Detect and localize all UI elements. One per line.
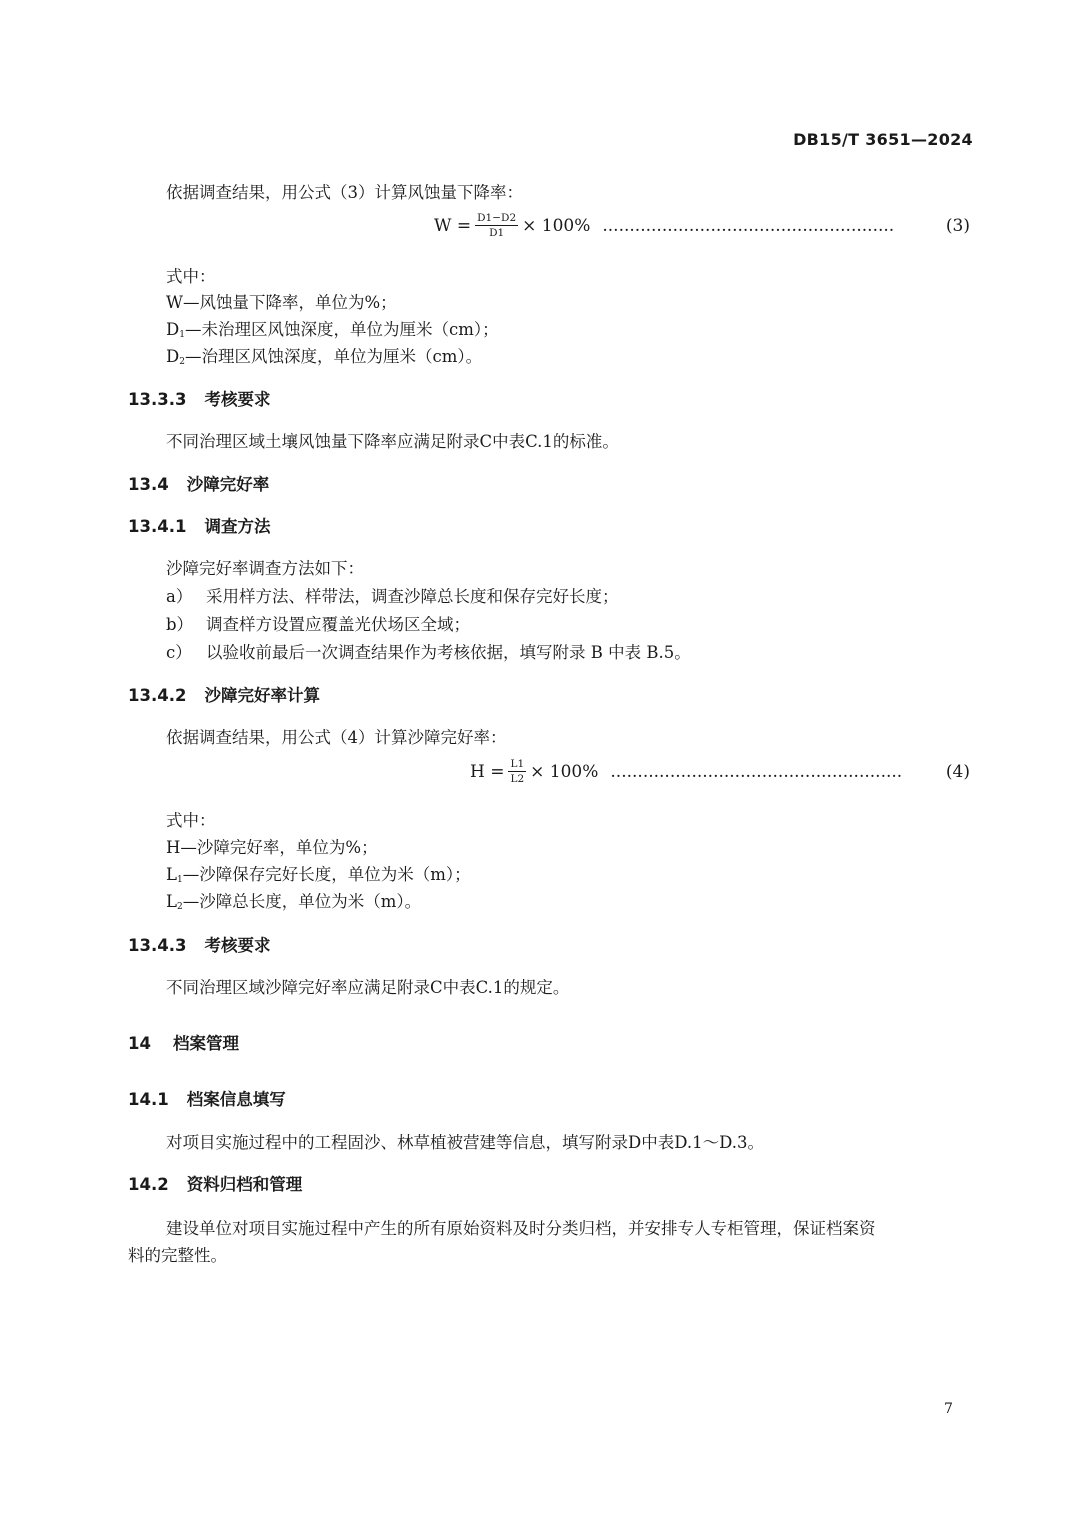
formula4-fraction — [508, 758, 526, 785]
heading-number: 14.2 — [128, 1175, 169, 1194]
heading-number: 14.1 — [128, 1090, 169, 1109]
formula3-fraction — [475, 212, 518, 239]
paragraph-14-2-line-1: 建设单位对项目实施过程中产生的所有原始资料及时分类归档，并安排专人专柜管理，保证档案资 — [166, 1219, 876, 1238]
heading-title: 沙障完好率 — [186, 475, 270, 494]
heading-title: 档案信息填写 — [186, 1090, 286, 1109]
heading-13-4 — [128, 471, 269, 495]
heading-number: 13.3.3 — [128, 390, 187, 409]
list-item — [166, 583, 619, 607]
l2-symbol: L — [166, 892, 177, 911]
heading-title: 考核要求 — [204, 390, 271, 409]
paragraph-13-4-3: 不同治理区域沙障完好率应满足附录C中表C.1的规定。 — [166, 978, 570, 997]
d1-symbol: D — [166, 320, 180, 339]
l1-definition — [166, 861, 471, 885]
heading-14 — [128, 1030, 239, 1054]
heading-number: 13.4.3 — [128, 936, 187, 955]
formula4-rhs: × 100% — [530, 761, 599, 782]
list-item — [166, 639, 691, 663]
d2-symbol: D — [166, 347, 180, 366]
list-marker: c） — [166, 643, 192, 662]
list-text: 调查样方设置应覆盖光伏场区全域； — [206, 615, 470, 634]
formula-3 — [434, 212, 970, 239]
w-definition: W—风蚀量下降率，单位为%； — [166, 293, 397, 312]
heading-title: 沙障完好率计算 — [204, 686, 320, 705]
d2-definition — [166, 343, 482, 367]
formula3-tag: (3) — [945, 215, 970, 236]
l1-subscript: 1 — [176, 875, 183, 885]
paragraph-13-3-3: 不同治理区域土壤风蚀量下降率应满足附录C中表C.1的标准。 — [166, 432, 619, 451]
formula3-rhs: × 100% — [522, 215, 591, 236]
d2-text: —治理区风蚀深度，单位为厘米（cm）。 — [184, 347, 483, 366]
heading-13-4-3 — [128, 932, 270, 956]
heading-14-1 — [128, 1086, 286, 1110]
formula4-numerator: L1 — [508, 758, 526, 772]
document-id: DB15/T 3651—2024 — [793, 130, 973, 149]
l2-definition — [166, 888, 421, 912]
heading-13-3-3 — [128, 386, 270, 410]
heading-number: 13.4.1 — [128, 517, 187, 536]
list-text: 采用样方法、样带法，调查沙障总长度和保存完好长度； — [206, 587, 619, 606]
paragraph-14-2-line-2: 料的完整性。 — [128, 1246, 227, 1265]
heading-title: 资料归档和管理 — [186, 1175, 303, 1194]
formula-4 — [470, 758, 970, 785]
formula4-intro: 依据调查结果，用公式（4）计算沙障完好率： — [166, 728, 507, 747]
formula4-denominator: L2 — [510, 773, 525, 786]
d1-text: —未治理区风蚀深度，单位为厘米（cm）； — [184, 320, 499, 339]
formula4-lhs: H = — [470, 761, 505, 782]
paragraph-14-1: 对项目实施过程中的工程固沙、林草植被营建等信息，填写附录D中表D.1～D.3。 — [166, 1133, 764, 1152]
h-definition: H—沙障完好率，单位为%； — [166, 838, 378, 857]
heading-number: 13.4.2 — [128, 686, 187, 705]
heading-title: 调查方法 — [204, 517, 271, 536]
list-text: 以验收前最后一次调查结果作为考核依据，填写附录 B 中表 B.5。 — [206, 643, 691, 662]
list-marker: b） — [166, 615, 194, 634]
formula3-intro: 依据调查结果，用公式（3）计算风蚀量下降率： — [166, 183, 523, 202]
heading-number: 14 — [128, 1034, 151, 1053]
d2-subscript: 2 — [179, 357, 185, 367]
l2-subscript: 2 — [176, 902, 183, 912]
formula3-numerator: D1−D2 — [475, 212, 518, 226]
l2-text: —沙障总长度，单位为米（m）。 — [182, 892, 422, 911]
l1-text: —沙障保存完好长度，单位为米（m）； — [182, 865, 471, 884]
formula4-leader-dots: ...................................................... — [610, 761, 903, 782]
list-marker: a） — [166, 587, 193, 606]
d1-definition — [166, 316, 499, 340]
where-label-2: 式中： — [166, 811, 216, 830]
formula3-lhs: W = — [434, 215, 472, 236]
heading-title: 考核要求 — [204, 936, 271, 955]
heading-13-4-2 — [128, 682, 320, 706]
paragraph-13-4-1: 沙障完好率调查方法如下： — [166, 559, 364, 578]
formula3-leader-dots: ...................................................... — [602, 215, 895, 236]
d1-subscript: 1 — [179, 330, 185, 340]
formula3-denominator: D1 — [489, 227, 505, 240]
heading-number: 13.4 — [128, 475, 169, 494]
where-label-1: 式中： — [166, 267, 216, 286]
list-item — [166, 611, 470, 635]
heading-14-2 — [128, 1171, 302, 1195]
l1-symbol: L — [166, 865, 177, 884]
heading-title: 档案管理 — [172, 1034, 239, 1053]
formula4-tag: (4) — [945, 761, 970, 782]
page-number: 7 — [944, 1401, 953, 1417]
heading-13-4-1 — [128, 513, 270, 537]
